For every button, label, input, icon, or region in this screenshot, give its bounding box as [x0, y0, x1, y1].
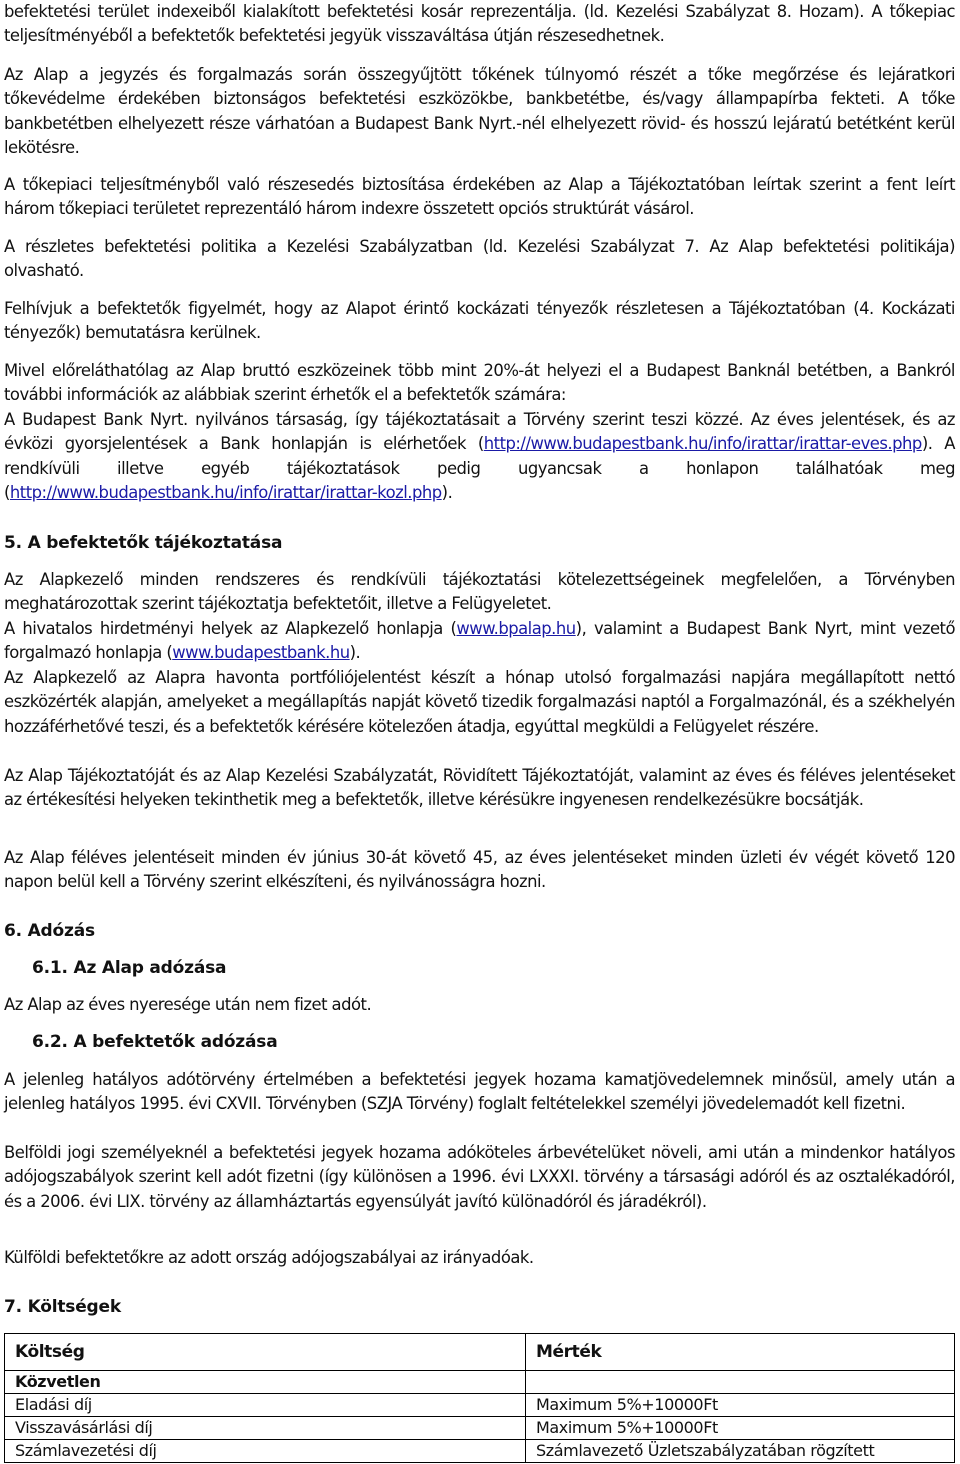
paragraph [4, 0, 955, 49]
paragraph [4, 408, 955, 506]
paragraph-text: A részletes befektetési politika a Kezelési Szabályzatban (ld. Kezelési Szabályzat 7. Az Alap befektetési politikája) olvasható. [4, 237, 955, 281]
url-link[interactable]: www.bpalap.hu [456, 619, 576, 638]
paragraph [4, 1246, 955, 1270]
paragraph [4, 666, 955, 739]
paragraph-text: ), valamint a Budapest Bank Nyrt, mint vezető forgalmazó honlapja ( [4, 619, 955, 663]
paragraph [4, 764, 955, 813]
paragraph-text: Külföldi befektetőkre az adott ország adójogszabályai az irányadóak. [4, 1248, 534, 1267]
paragraph-text: A Budapest Bank Nyrt. nyilvános társaság, így tájékoztatásait a Törvény szerint teszi közzé. Az éves jelentések, és az évközi gyorsjelentések a Bank honlapján is elérhetőek ( [4, 410, 955, 454]
costs-table [4, 1333, 955, 1463]
table-row [5, 1371, 955, 1394]
cost-value [526, 1371, 955, 1394]
header-rate: Mérték [526, 1334, 955, 1371]
section-heading: 7. Költségek [4, 1297, 121, 1317]
url-link[interactable]: www.budapestbank.hu [172, 643, 350, 663]
subsection-heading: 6.1. Az Alap adózása [32, 958, 227, 978]
cost-category: Közvetlen [5, 1371, 526, 1394]
paragraph [4, 568, 955, 617]
section-heading: 6. Adózás [4, 921, 95, 941]
paragraph-text: A jelenleg hatályos adótörvény értelmében a befektetési jegyek hozama kamatjövedelemnek minősül, amely után a jelenleg hatályos 1995. évi CXVII. Törvényben (SZJA Törvény) foglalt feltételekkel személyi jövedelemadót kell fizetni. [4, 1070, 955, 1114]
table-row [5, 1440, 955, 1463]
costs-table-header [5, 1334, 955, 1371]
url-link[interactable]: http://www.budapestbank.hu/info/irattar/irattar-eves.php [483, 434, 922, 454]
paragraph [4, 359, 955, 408]
paragraph-text: Az Alap Tájékoztatóját és az Alap Kezelési Szabályzatát, Rövidített Tájékoztatóját, valamint az éves és féléves jelentéseket az értékesítési helyeken tekinthetik meg a befektetők, illetve kérésükre ingyenesen rendelkezésükre bocsátják. [4, 766, 955, 810]
cost-name: Számlavezetési díj [5, 1440, 526, 1463]
paragraph-text: Az Alap az éves nyeresége után nem fizet adót. [4, 995, 372, 1014]
paragraph-text: Belföldi jogi személyeknél a befektetési jegyek hozama adóköteles árbevételüket növeli, ami után a mindenkor hatályos adójogszabályok szerint kell adót fizetni (így különösen a 1996. évi LXXXI. törvény a társasági adóról és az osztalékadóról, és a 2006. évi LIX. törvény az államháztartás egyensúlyát javító különadóról és járadékról). [4, 1143, 955, 1211]
subsection-heading: 6.2. A befektetők adózása [32, 1032, 278, 1052]
paragraph [4, 1141, 955, 1214]
section-heading: 5. A befektetők tájékoztatása [4, 533, 283, 553]
cost-name: Eladási díj [5, 1394, 526, 1417]
paragraph-text: Az Alapkezelő az Alapra havonta portfóliójelentést készít a hónap utolsó forgalmazási napjára megállapított nettó eszközérték alapján, amelyeket a megállapítás napját követő tizedik forgalmazási naptól a Forgalmazónál, és a székhelyén hozzáférhetővé teszi, és a befektetők kérésére kötelezően átadja, egyúttal megküldi a Felügyelet részére. [4, 668, 955, 736]
paragraph-text: Mivel előreláthatólag az Alap bruttó eszközeinek több mint 20%-át helyezi el a Budapest Banknál betétben, a Bankról további információk az alábbiak szerint érhetők el a befektetők számára: [4, 361, 955, 405]
paragraph [4, 1068, 955, 1117]
paragraph [4, 297, 955, 346]
paragraph-text: Az Alap a jegyzés és forgalmazás során összegyűjtött tőkének túlnyomó részét a tőke megőrzése és lejáratkori tőkevédelme érdekében biztonságos befektetési eszközökbe, bankbetétbe, és/vagy állampapírba fekteti. A tőke bankbetétben elhelyezett része várhatóan a Budapest Bank Nyrt.-nél elhelyezett rövid- és hosszú lejáratú betétként kerül lekötésre. [4, 65, 955, 158]
header-cost: Költség [5, 1334, 526, 1371]
paragraph-text: A hivatalos hirdetményi helyek az Alapkezelő honlapja ( [4, 619, 457, 638]
paragraph-text: Az Alapkezelő minden rendszeres és rendkívüli tájékoztatási kötelezettségeinek megfelelően, a Törvényben meghatározottak szerint tájékoztatja befektetőit, illetve a Felügyeletet. [4, 570, 955, 614]
cost-value: Maximum 5%+10000Ft [526, 1394, 955, 1417]
paragraph [4, 617, 955, 666]
paragraph [4, 235, 955, 284]
cost-value: Számlavezető Üzletszabályzatában rögzített [526, 1440, 955, 1463]
cost-value: Maximum 5%+10000Ft [526, 1417, 955, 1440]
paragraph [4, 173, 955, 222]
table-row [5, 1417, 955, 1440]
paragraph-text: A tőkepiaci teljesítményből való részesedés biztosítása érdekében az Alap a Tájékoztatóban leírtak szerint a fent leírt három tőkepiaci területet reprezentáló három indexre összetett opciós struktúrát vásárol. [4, 175, 955, 219]
cost-name: Visszavásárlási díj [5, 1417, 526, 1440]
paragraph-text: ). [441, 483, 453, 503]
paragraph [4, 993, 955, 1017]
paragraph-text: Az Alap féléves jelentéseit minden év június 30-át követő 45, az éves jelentéseket minden üzleti év végét követő 120 napon belül kell a Törvény szerint elkészíteni, és nyilvánosságra hozni. [4, 848, 955, 892]
paragraph [4, 63, 955, 161]
table-row [5, 1394, 955, 1417]
paragraph-text: befektetési terület indexeiből kialakított befektetési kosár reprezentálja. (ld. Kezelési Szabályzat 8. Hozam). A tőkepiac teljesítményéből a befektetők befektetési jegyük visszaváltása útján részesedhetnek. [4, 2, 955, 46]
paragraph-text: ). [349, 643, 361, 663]
url-link[interactable]: http://www.budapestbank.hu/info/irattar/irattar-kozl.php [9, 483, 442, 503]
paragraph [4, 846, 955, 895]
paragraph-text: ). A rendkívüli illetve egyéb tájékoztatások pedig ugyancsak a honlapon találhatóak meg ( [4, 434, 956, 503]
paragraph-text: Felhívjuk a befektetők figyelmét, hogy az Alapot érintő kockázati tényezők részletesen a Tájékoztatóban (4. Kockázati tényezők) bemutatásra kerülnek. [4, 299, 955, 343]
